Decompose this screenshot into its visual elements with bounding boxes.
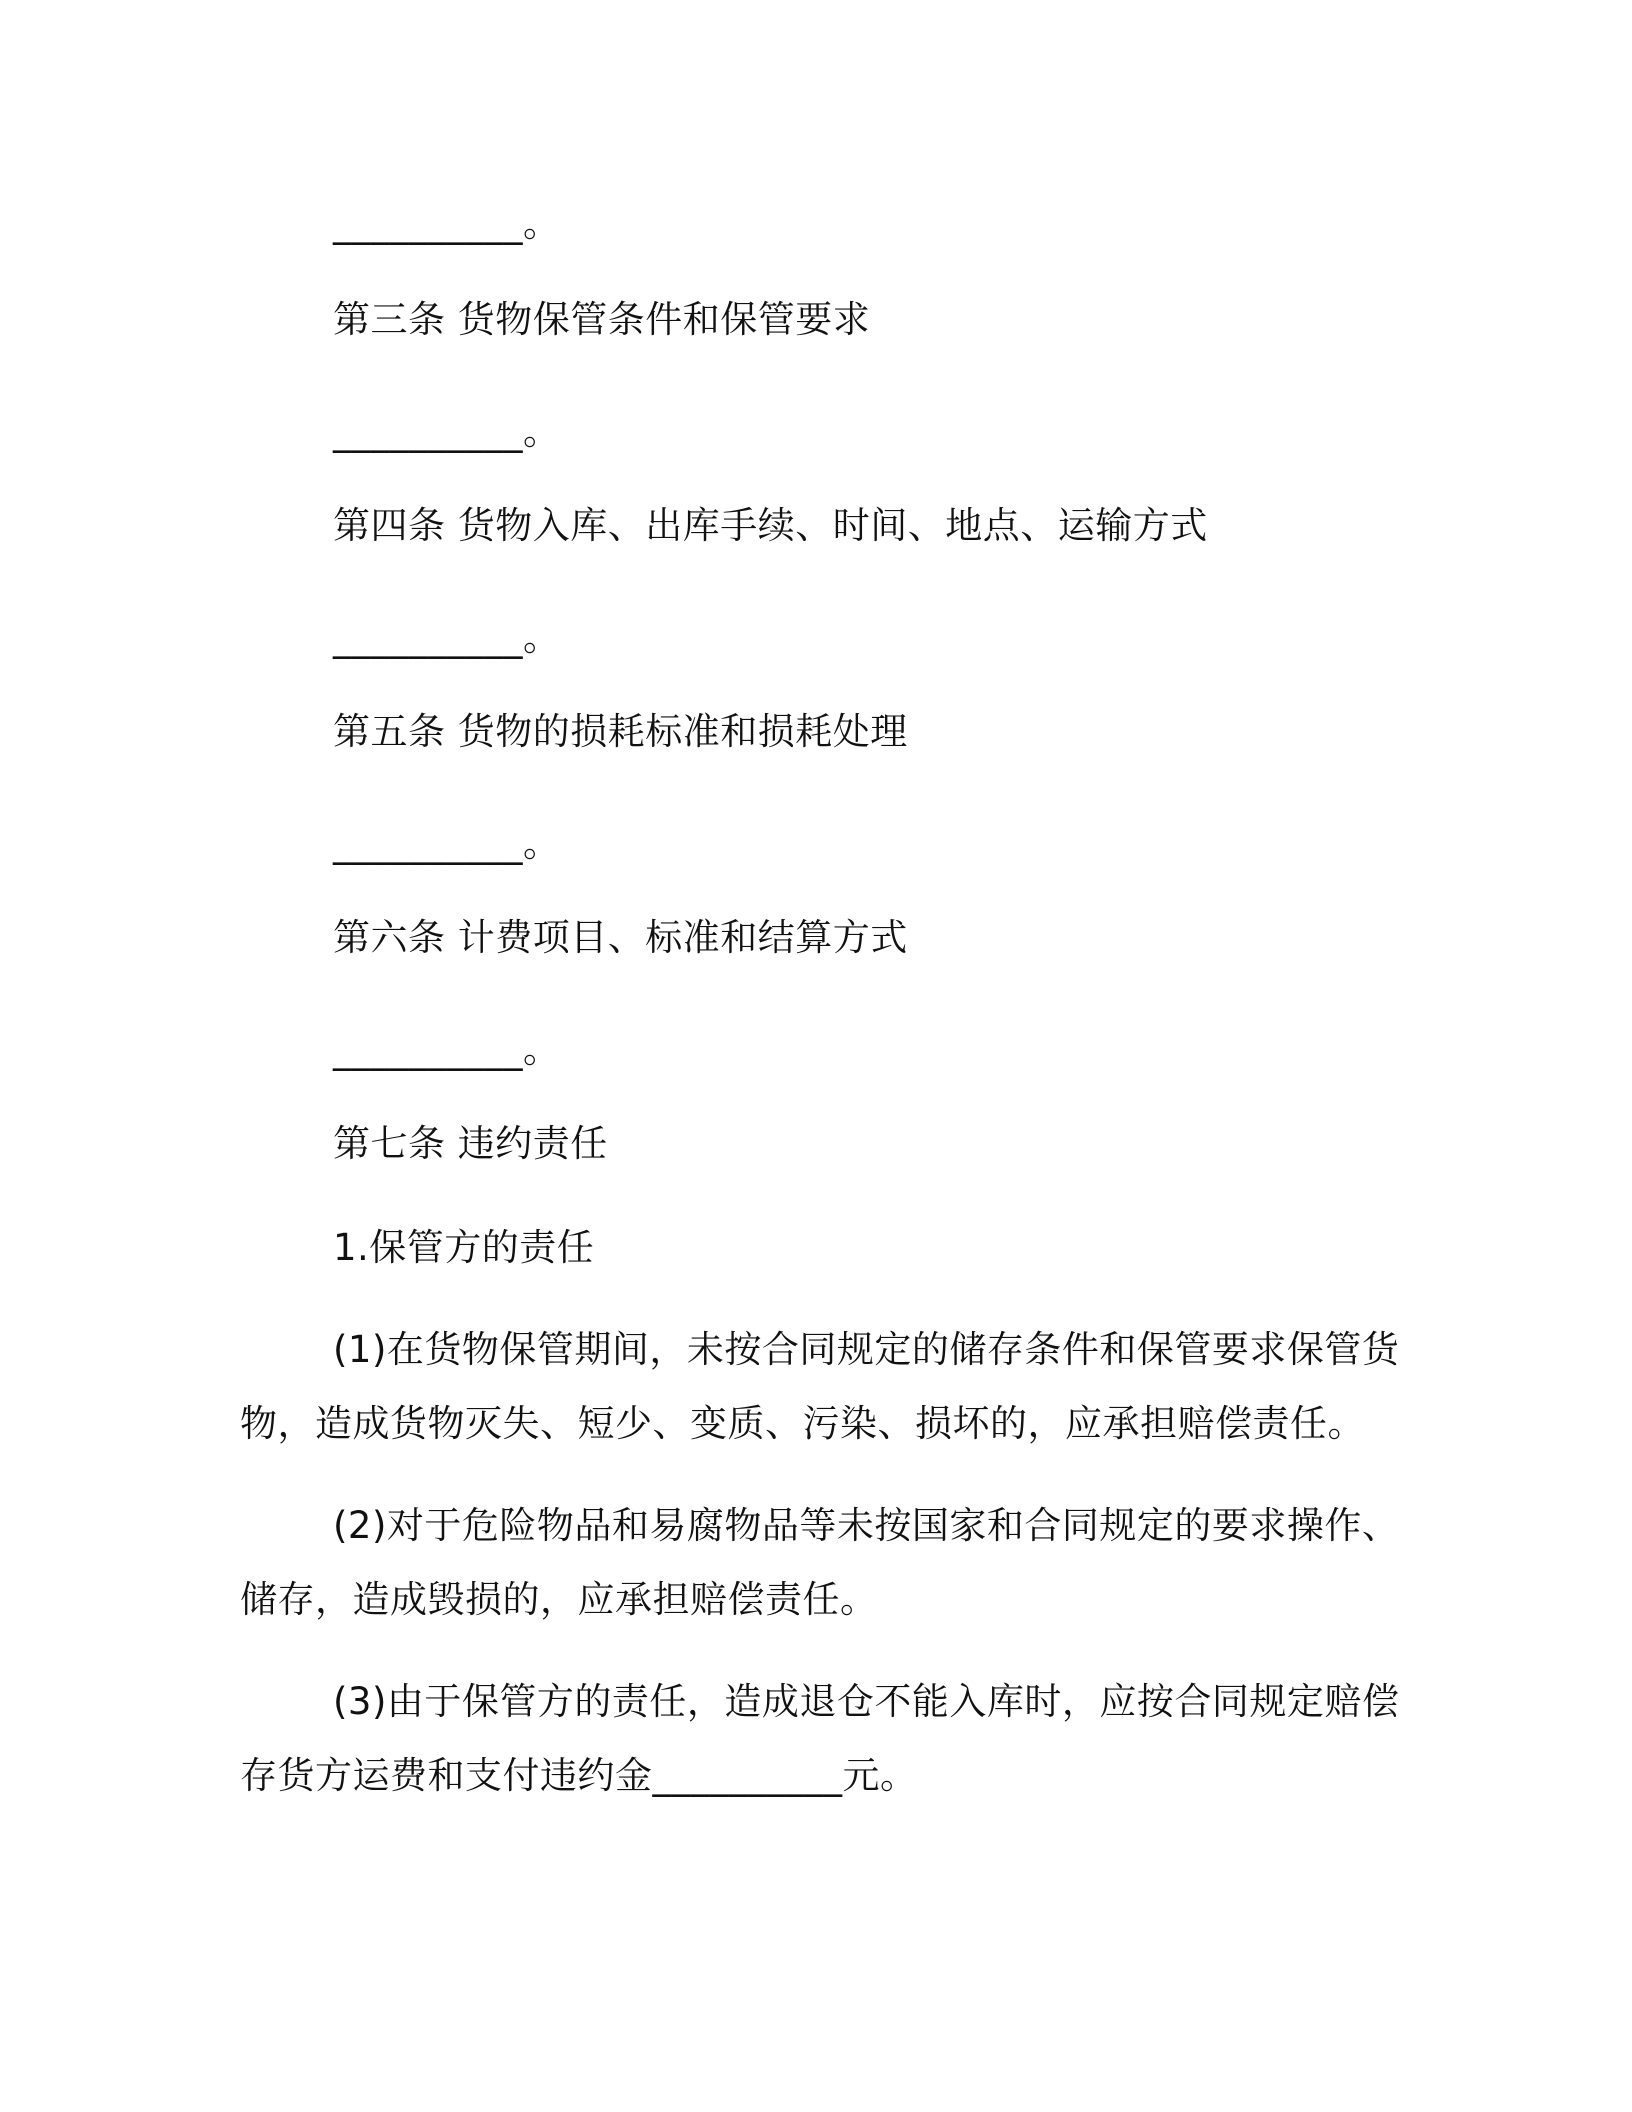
article-4-heading: 第四条 货物入库、出库手续、时间、地点、运输方式 [333,504,1208,547]
article-6-heading: 第六条 计费项目、标准和结算方式 [333,916,908,959]
article-3-heading: 第三条 货物保管条件和保管要求 [333,298,871,341]
article-5-heading: 第五条 货物的损耗标准和损耗处理 [333,710,908,753]
clause-3-line-1: (3)由于保管方的责任，造成退仓不能入库时，应按合同规定赔偿 [333,1680,1400,1723]
blank-line-3: __________。 [333,616,561,659]
blank-line-5: __________。 [333,1028,561,1071]
article-7-heading: 第七条 违约责任 [333,1122,608,1165]
clause-2-line-2: 储存，造成毁损的，应承担赔偿责任。 [240,1578,878,1621]
clause-1-line-2: 物，造成货物灭失、短少、变质、污染、损坏的，应承担赔偿责任。 [240,1402,1365,1445]
clause-1-line-1: (1)在货物保管期间，未按合同规定的储存条件和保管要求保管货 [333,1328,1400,1371]
blank-line-1: __________。 [333,202,561,245]
clause-3-line-2: 存货方运费和支付违约金__________元。 [240,1754,918,1797]
blank-line-4: __________。 [333,822,561,865]
clause-2-line-1: (2)对于危险物品和易腐物品等未按国家和合同规定的要求操作、 [333,1504,1400,1547]
section-1-heading: 1.保管方的责任 [333,1226,595,1269]
blank-line-2: __________。 [333,410,561,453]
